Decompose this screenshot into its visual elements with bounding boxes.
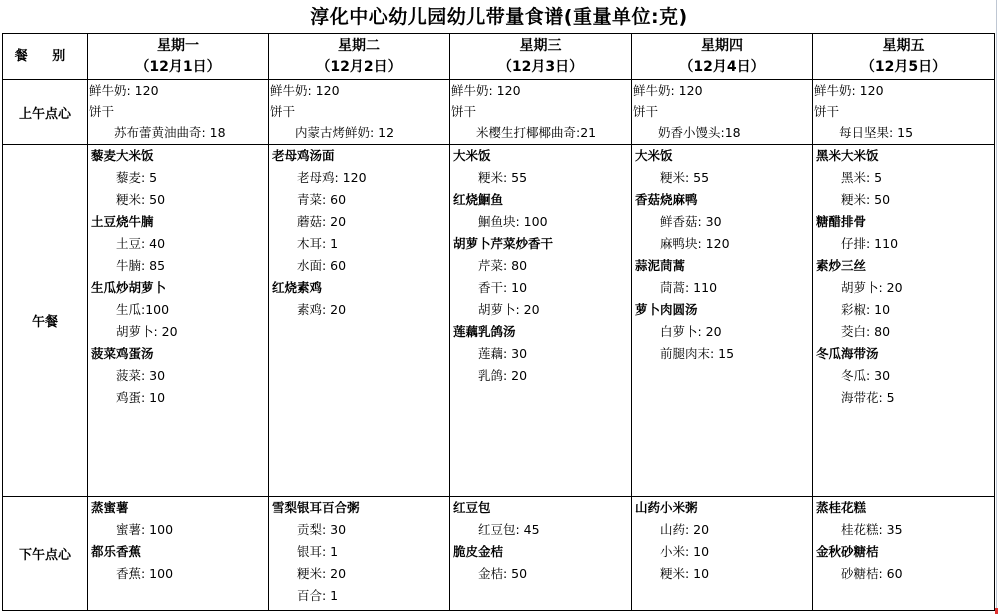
menu-line: 每日坚果: 15	[839, 125, 914, 140]
ingredient-amount: 麻鸭块: 120	[660, 236, 730, 251]
ingredient-amount: 芹菜: 80	[478, 258, 528, 273]
day-header-tue	[269, 34, 450, 80]
cell-afternoon-tue	[269, 497, 450, 611]
ingredient-amount: 山药: 20	[660, 522, 710, 537]
morning-snack-row	[3, 80, 995, 145]
afternoon-snack-row	[3, 497, 995, 611]
dish-name: 菠菜鸡蛋汤	[91, 346, 154, 361]
menu-line: 鲜牛奶: 120	[451, 83, 521, 98]
ingredient-amount: 鮰鱼块: 100	[478, 214, 548, 229]
dish-name: 胡萝卜芹菜炒香干	[453, 236, 554, 251]
dish-name: 都乐香蕉	[91, 544, 142, 559]
ingredient-amount: 胡萝卜: 20	[116, 324, 178, 339]
menu-line: 鲜牛奶: 120	[270, 83, 340, 98]
day-name: 星期四	[701, 37, 743, 54]
dish-name: 生瓜炒胡萝卜	[91, 280, 167, 295]
ingredient-amount: 香干: 10	[478, 280, 528, 295]
menu-line: 饼干	[633, 104, 659, 119]
day-date: （12月5日）	[860, 58, 947, 75]
ingredient-amount: 蜜薯: 100	[116, 522, 174, 537]
ingredient-amount: 冬瓜: 30	[841, 368, 891, 383]
cell-afternoon-mon	[88, 497, 269, 611]
row-label-afternoon: 下午点心	[3, 497, 88, 611]
day-name: 星期一	[157, 37, 199, 54]
menu-line: 米樱生打椰椰曲奇:21	[476, 125, 597, 140]
ingredient-amount: 白萝卜: 20	[660, 324, 722, 339]
menu-line: 饼干	[814, 104, 840, 119]
dish-name: 莲藕乳鸽汤	[453, 324, 516, 339]
cell-afternoon-wed	[450, 497, 632, 611]
menu-line: 鲜牛奶: 120	[89, 83, 159, 98]
day-date: （12月4日）	[679, 58, 765, 75]
cell-morning-thu	[632, 80, 813, 145]
day-date: （12月2日）	[316, 58, 402, 75]
ingredient-amount: 百合: 1	[297, 588, 339, 603]
dish-name: 红烧素鸡	[272, 280, 323, 295]
dish-name: 老母鸡汤面	[272, 148, 335, 163]
cell-lunch-thu	[632, 145, 813, 497]
ingredient-amount: 鲜香菇: 30	[660, 214, 722, 229]
ingredient-amount: 生瓜:100	[116, 302, 170, 317]
dish-name: 糖醋排骨	[816, 214, 867, 229]
row-label-morning: 上午点心	[3, 80, 88, 145]
menu-line: 鲜牛奶: 120	[814, 83, 884, 98]
dish-name: 冬瓜海带汤	[816, 346, 879, 361]
ingredient-amount: 贡梨: 30	[297, 522, 347, 537]
dish-name: 金秋砂糖桔	[816, 544, 879, 559]
ingredient-amount: 小米: 10	[660, 544, 710, 559]
ingredient-amount: 海带花: 5	[841, 390, 895, 405]
ingredient-amount: 银耳: 1	[297, 544, 339, 559]
day-name: 星期五	[882, 37, 925, 54]
cell-morning-tue	[269, 80, 450, 145]
sheet-edge-line	[996, 0, 997, 614]
cell-morning-wed	[450, 80, 632, 145]
menu-line: 奶香小馒头:18	[658, 125, 741, 140]
dish-name: 黑米大米饭	[816, 148, 879, 163]
ingredient-amount: 砂糖桔: 60	[841, 566, 903, 581]
ingredient-amount: 藜麦: 5	[116, 170, 158, 185]
header-row	[3, 34, 995, 80]
ingredient-amount: 桂花糕: 35	[841, 522, 903, 537]
dish-name: 红豆包	[453, 500, 491, 515]
day-header-thu	[632, 34, 813, 80]
ingredient-amount: 仔排: 110	[841, 236, 899, 251]
cell-morning-mon	[88, 80, 269, 145]
ingredient-amount: 木耳: 1	[297, 236, 339, 251]
cell-lunch-tue	[269, 145, 450, 497]
ingredient-amount: 素鸡: 20	[297, 302, 347, 317]
dish-name: 土豆烧牛腩	[91, 214, 154, 229]
ingredient-amount: 茼蒿: 110	[660, 280, 718, 295]
dish-name: 大米饭	[635, 148, 673, 163]
dish-name: 红烧鮰鱼	[453, 192, 504, 207]
ingredient-amount: 金桔: 50	[478, 566, 528, 581]
day-header-fri	[813, 34, 995, 80]
ingredient-amount: 粳米: 50	[841, 192, 891, 207]
dish-name: 大米饭	[453, 148, 491, 163]
cell-lunch-wed	[450, 145, 632, 497]
cell-afternoon-thu	[632, 497, 813, 611]
ingredient-amount: 香蕉: 100	[116, 566, 174, 581]
ingredient-amount: 牛腩: 85	[116, 258, 166, 273]
menu-line: 饼干	[89, 104, 115, 119]
page-title: 淳化中心幼儿园幼儿带量食谱(重量单位:克)	[310, 6, 688, 28]
ingredient-amount: 胡萝卜: 20	[841, 280, 903, 295]
day-date: （12月1日）	[135, 58, 221, 75]
dish-name: 香菇烧麻鸭	[635, 192, 698, 207]
day-name: 星期三	[519, 37, 562, 54]
meal-type-label: 餐 别	[14, 49, 76, 64]
dish-name: 脆皮金桔	[453, 544, 504, 559]
row-label-lunch: 午餐	[3, 145, 88, 497]
menu-line: 饼干	[451, 104, 477, 119]
day-name: 星期二	[338, 37, 380, 54]
dish-name: 蒸蜜薯	[91, 500, 129, 515]
menu-line: 苏布蕾黄油曲奇: 18	[114, 125, 226, 140]
day-header-wed	[450, 34, 632, 80]
cell-lunch-fri	[813, 145, 995, 497]
dish-name: 山药小米粥	[635, 500, 698, 515]
ingredient-amount: 彩椒: 10	[841, 302, 891, 317]
dish-name: 蒸桂花糕	[816, 500, 867, 515]
day-header-mon	[88, 34, 269, 80]
cell-afternoon-fri	[813, 497, 995, 611]
menu-line: 内蒙古烤鲜奶: 12	[295, 125, 395, 140]
ingredient-amount: 莲藕: 30	[478, 346, 528, 361]
ingredient-amount: 水面: 60	[297, 258, 347, 273]
dish-name: 素炒三丝	[816, 258, 867, 273]
ingredient-amount: 青菜: 60	[297, 192, 347, 207]
ingredient-amount: 粳米: 20	[297, 566, 347, 581]
dish-name: 雪梨银耳百合粥	[272, 500, 360, 515]
ingredient-amount: 粳米: 55	[660, 170, 710, 185]
ingredient-amount: 鸡蛋: 10	[116, 390, 166, 405]
ingredient-amount: 乳鸽: 20	[478, 368, 528, 383]
ingredient-amount: 菠菜: 30	[116, 368, 166, 383]
menu-line: 鲜牛奶: 120	[633, 83, 703, 98]
cell-morning-fri	[813, 80, 995, 145]
cell-lunch-mon	[88, 145, 269, 497]
ingredient-amount: 蘑菇: 20	[297, 214, 347, 229]
ingredient-amount: 粳米: 55	[478, 170, 528, 185]
ingredient-amount: 土豆: 40	[116, 236, 166, 251]
ingredient-amount: 粳米: 10	[660, 566, 710, 581]
ingredient-amount: 胡萝卜: 20	[478, 302, 540, 317]
meal-type-header	[3, 34, 88, 80]
ingredient-amount: 粳米: 50	[116, 192, 166, 207]
ingredient-amount: 黑米: 5	[841, 170, 883, 185]
ingredient-amount: 茭白: 80	[841, 324, 891, 339]
lunch-row	[3, 145, 995, 497]
ingredient-amount: 老母鸡: 120	[297, 170, 367, 185]
dish-name: 蒜泥茼蒿	[635, 258, 686, 273]
dish-name: 萝卜肉圆汤	[635, 302, 698, 317]
dish-name: 藜麦大米饭	[91, 148, 154, 163]
ingredient-amount: 前腿肉末: 15	[660, 346, 735, 361]
menu-table	[2, 33, 995, 611]
ingredient-amount: 红豆包: 45	[478, 522, 540, 537]
menu-line: 饼干	[270, 104, 296, 119]
day-date: （12月3日）	[497, 58, 584, 75]
